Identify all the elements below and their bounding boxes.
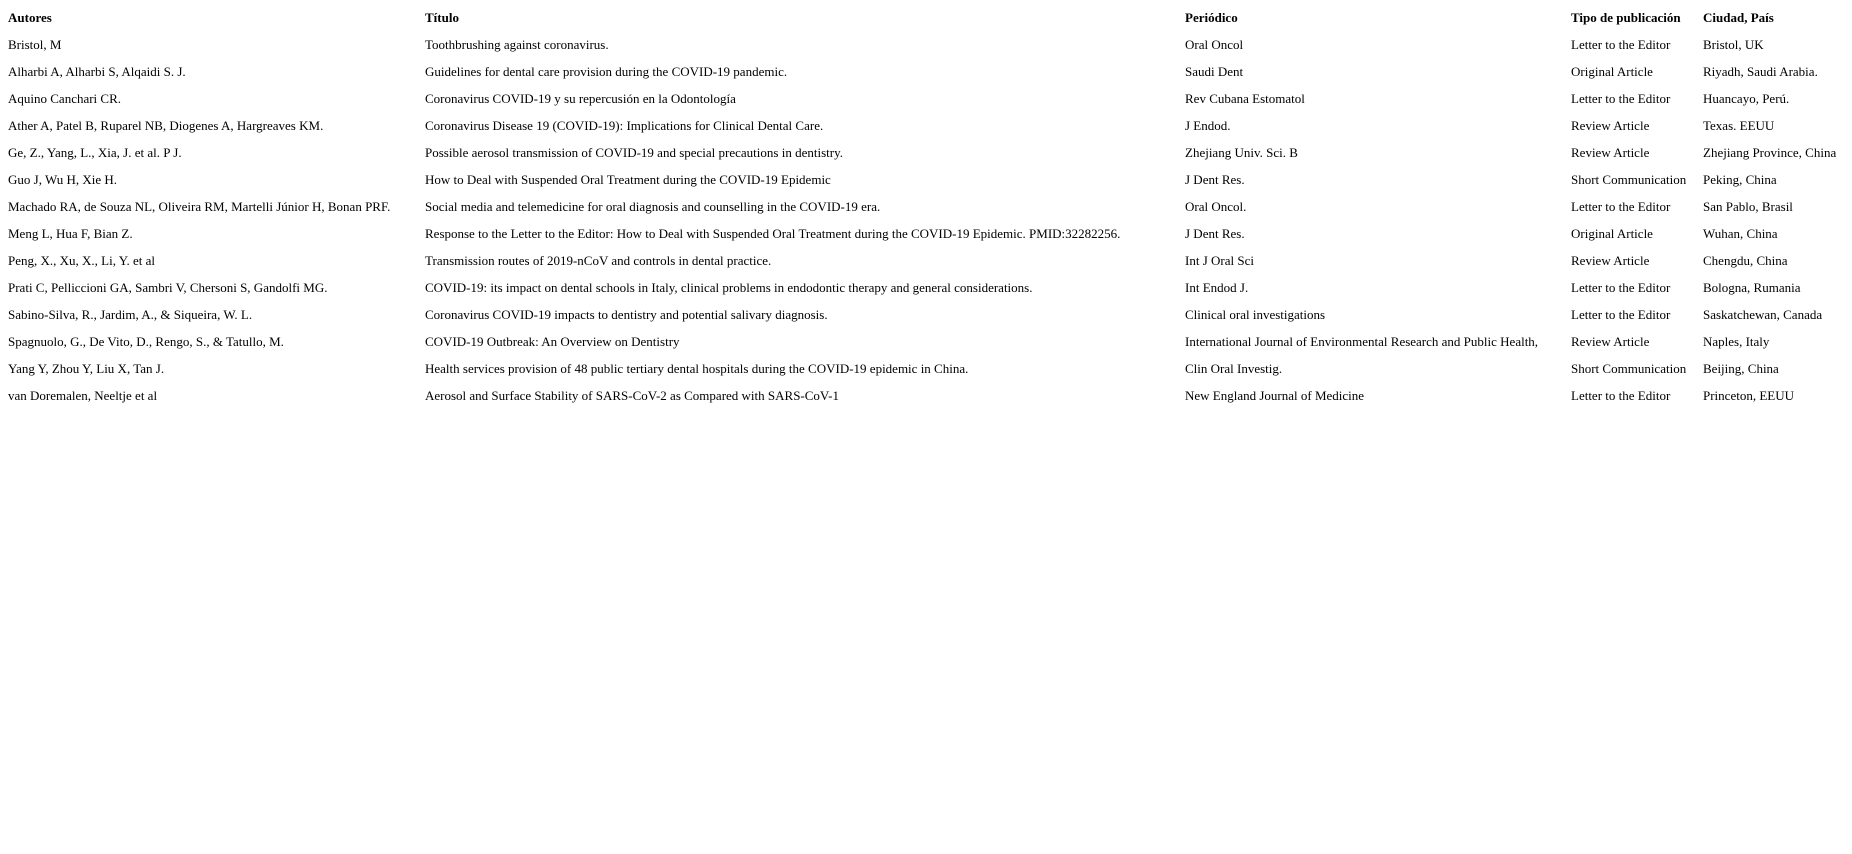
cell-periodico: Clin Oral Investig. bbox=[1185, 361, 1283, 376]
table-row bbox=[4, 301, 1844, 328]
cell-ciudad-pais: Huancayo, Perú. bbox=[1703, 91, 1790, 106]
cell-ciudad-pais: Beijing, China bbox=[1703, 361, 1779, 376]
cell-tipo-publicacion: Letter to the Editor bbox=[1571, 91, 1671, 106]
cell-titulo: Health services provision of 48 public tertiary dental hospitals during the COVID-19 epidemic in China. bbox=[425, 361, 969, 376]
header-autores: Autores bbox=[8, 10, 52, 25]
table-row bbox=[4, 112, 1844, 139]
header-tipo-publicacion: Tipo de publicación bbox=[1571, 10, 1681, 25]
cell-titulo: COVID-19 Outbreak: An Overview on Dentistry bbox=[425, 334, 680, 349]
cell-tipo-publicacion: Review Article bbox=[1571, 334, 1650, 349]
cell-autores: van Doremalen, Neeltje et al bbox=[8, 388, 158, 403]
cell-tipo-publicacion: Letter to the Editor bbox=[1571, 388, 1671, 403]
cell-titulo: How to Deal with Suspended Oral Treatment during the COVID-19 Epidemic bbox=[425, 172, 831, 187]
cell-tipo-publicacion: Original Article bbox=[1571, 226, 1653, 241]
cell-periodico: Saudi Dent bbox=[1185, 64, 1244, 79]
cell-ciudad-pais: Bologna, Rumania bbox=[1703, 280, 1801, 295]
cell-titulo: Coronavirus Disease 19 (COVID-19): Implications for Clinical Dental Care. bbox=[425, 118, 824, 133]
cell-autores: Sabino-Silva, R., Jardim, A., & Siqueira, W. L. bbox=[8, 307, 253, 322]
cell-tipo-publicacion: Review Article bbox=[1571, 145, 1650, 160]
cell-tipo-publicacion: Review Article bbox=[1571, 253, 1650, 268]
header-ciudad-pais: Ciudad, País bbox=[1703, 10, 1774, 25]
cell-tipo-publicacion: Short Communication bbox=[1571, 361, 1687, 376]
cell-periodico: Int J Oral Sci bbox=[1185, 253, 1254, 268]
cell-tipo-publicacion: Letter to the Editor bbox=[1571, 307, 1671, 322]
cell-titulo: Coronavirus COVID-19 impacts to dentistry and potential salivary diagnosis. bbox=[425, 307, 828, 322]
cell-ciudad-pais: Saskatchewan, Canada bbox=[1703, 307, 1823, 322]
cell-ciudad-pais: San Pablo, Brasil bbox=[1703, 199, 1793, 214]
cell-titulo: Transmission routes of 2019-nCoV and controls in dental practice. bbox=[425, 253, 772, 268]
cell-tipo-publicacion: Letter to the Editor bbox=[1571, 37, 1671, 52]
table-row bbox=[4, 31, 1844, 58]
cell-periodico: J Endod. bbox=[1185, 118, 1231, 133]
cell-ciudad-pais: Princeton, EEUU bbox=[1703, 388, 1794, 403]
cell-periodico: Rev Cubana Estomatol bbox=[1185, 91, 1305, 106]
cell-autores: Ather A, Patel B, Ruparel NB, Diogenes A, Hargreaves KM. bbox=[8, 118, 324, 133]
cell-autores: Prati C, Pelliccioni GA, Sambri V, Chersoni S, Gandolfi MG. bbox=[8, 280, 328, 295]
cell-periodico: Int Endod J. bbox=[1185, 280, 1249, 295]
cell-tipo-publicacion: Letter to the Editor bbox=[1571, 199, 1671, 214]
cell-periodico: International Journal of Environmental Research and Public Health, bbox=[1185, 334, 1539, 349]
cell-titulo: Possible aerosol transmission of COVID-19 and special precautions in dentistry. bbox=[425, 145, 843, 160]
cell-titulo: Aerosol and Surface Stability of SARS-CoV-2 as Compared with SARS-CoV-1 bbox=[425, 388, 839, 403]
cell-periodico: Clinical oral investigations bbox=[1185, 307, 1326, 322]
header-titulo: Título bbox=[425, 10, 459, 25]
cell-periodico: Oral Oncol bbox=[1185, 37, 1244, 52]
table-row bbox=[4, 220, 1844, 247]
cell-titulo: COVID-19: its impact on dental schools in Italy, clinical problems in endodontic therapy and general considerations. bbox=[425, 280, 1033, 295]
cell-ciudad-pais: Texas. EEUU bbox=[1703, 118, 1775, 133]
cell-tipo-publicacion: Short Communication bbox=[1571, 172, 1687, 187]
cell-autores: Guo J, Wu H, Xie H. bbox=[8, 172, 118, 187]
table-row bbox=[4, 247, 1844, 274]
cell-titulo: Response to the Letter to the Editor: How to Deal with Suspended Oral Treatment during the COVID-19 Epidemic. PMID:32282256. bbox=[425, 226, 1121, 241]
table-row bbox=[4, 193, 1844, 220]
cell-autores: Alharbi A, Alharbi S, Alqaidi S. J. bbox=[8, 64, 186, 79]
cell-titulo: Coronavirus COVID-19 y su repercusión en la Odontología bbox=[425, 91, 736, 106]
cell-periodico: J Dent Res. bbox=[1185, 226, 1245, 241]
table-header-row bbox=[4, 4, 1844, 31]
cell-ciudad-pais: Naples, Italy bbox=[1703, 334, 1770, 349]
cell-periodico: J Dent Res. bbox=[1185, 172, 1245, 187]
cell-autores: Yang Y, Zhou Y, Liu X, Tan J. bbox=[8, 361, 165, 376]
table-row bbox=[4, 328, 1844, 355]
cell-autores: Spagnuolo, G., De Vito, D., Rengo, S., & Tatullo, M. bbox=[8, 334, 284, 349]
cell-autores: Bristol, M bbox=[8, 37, 62, 52]
cell-autores: Peng, X., Xu, X., Li, Y. et al bbox=[8, 253, 155, 268]
cell-ciudad-pais: Riyadh, Saudi Arabia. bbox=[1703, 64, 1818, 79]
table-row bbox=[4, 274, 1844, 301]
table-row bbox=[4, 58, 1844, 85]
cell-periodico: Oral Oncol. bbox=[1185, 199, 1247, 214]
cell-ciudad-pais: Bristol, UK bbox=[1703, 37, 1764, 52]
table-row bbox=[4, 355, 1844, 382]
cell-titulo: Social media and telemedicine for oral diagnosis and counselling in the COVID-19 era. bbox=[425, 199, 881, 214]
cell-ciudad-pais: Wuhan, China bbox=[1703, 226, 1778, 241]
table-row bbox=[4, 85, 1844, 112]
cell-autores: Machado RA, de Souza NL, Oliveira RM, Martelli Júnior H, Bonan PRF. bbox=[8, 199, 391, 214]
publications-table bbox=[4, 4, 1844, 409]
cell-autores: Ge, Z., Yang, L., Xia, J. et al. P J. bbox=[8, 145, 182, 160]
table-row bbox=[4, 166, 1844, 193]
cell-tipo-publicacion: Letter to the Editor bbox=[1571, 280, 1671, 295]
cell-ciudad-pais: Chengdu, China bbox=[1703, 253, 1788, 268]
cell-tipo-publicacion: Original Article bbox=[1571, 64, 1653, 79]
cell-autores: Meng L, Hua F, Bian Z. bbox=[8, 226, 133, 241]
cell-ciudad-pais: Zhejiang Province, China bbox=[1703, 145, 1837, 160]
cell-ciudad-pais: Peking, China bbox=[1703, 172, 1777, 187]
table-row bbox=[4, 139, 1844, 166]
header-periodico: Periódico bbox=[1185, 10, 1238, 25]
cell-autores: Aquino Canchari CR. bbox=[8, 91, 122, 106]
cell-periodico: New England Journal of Medicine bbox=[1185, 388, 1365, 403]
cell-titulo: Toothbrushing against coronavirus. bbox=[425, 37, 609, 52]
table-row bbox=[4, 382, 1844, 409]
cell-titulo: Guidelines for dental care provision during the COVID-19 pandemic. bbox=[425, 64, 788, 79]
cell-periodico: Zhejiang Univ. Sci. B bbox=[1185, 145, 1298, 160]
cell-tipo-publicacion: Review Article bbox=[1571, 118, 1650, 133]
